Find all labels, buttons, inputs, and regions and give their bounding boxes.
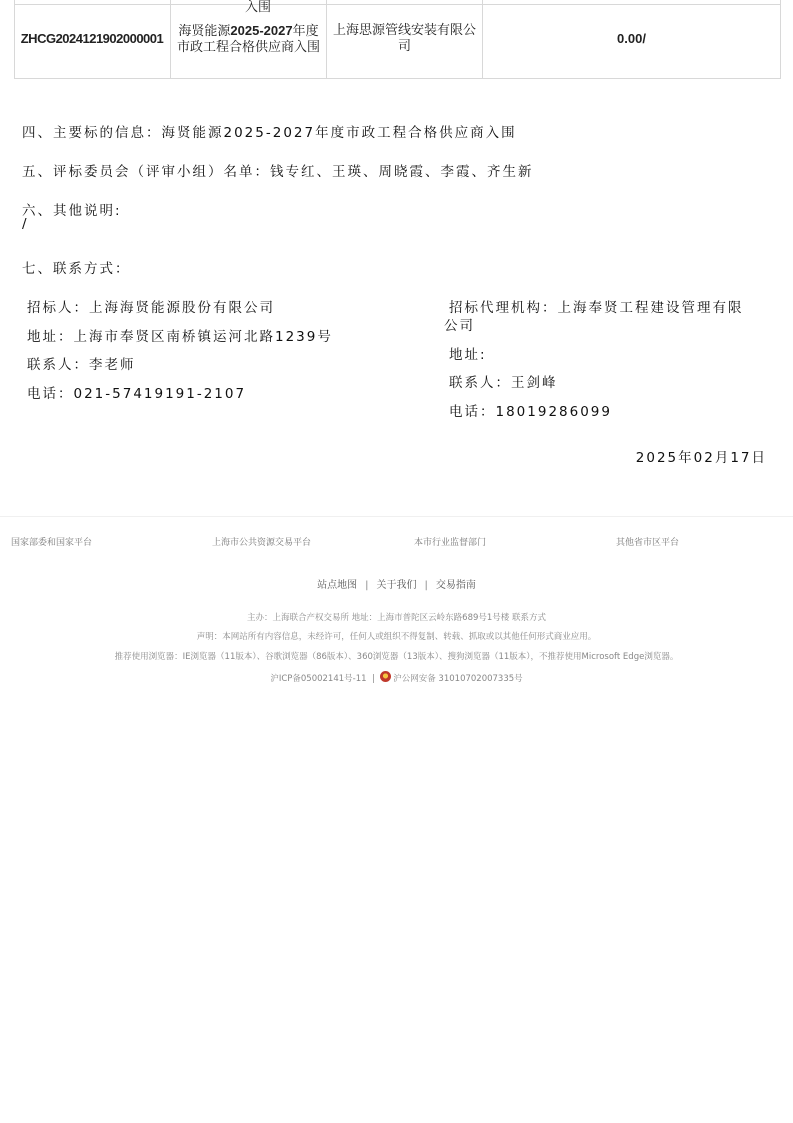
section-main-subject: 四、主要标的信息：海贤能源2025-2027年度市政工程合格供应商入围 [22, 125, 517, 141]
footer-host-info: 主办：上海联合产权交易所 地址：上海市普陀区云岭东路689号1号楼 联系方式 [246, 613, 547, 623]
footer-link-national[interactable]: 国家部委和国家平台 [11, 538, 93, 548]
project-name [171, 23, 326, 56]
publish-date: 2025年02月17日 [635, 450, 767, 466]
table-cell-code [14, 0, 171, 78]
project-code: ZHCG2024121902000001 [20, 31, 164, 46]
supplier-name: 上海思源管线安装有限公司 [332, 23, 476, 54]
footer-link-shanghai-platform[interactable]: 上海市公共资源交易平台 [212, 538, 312, 548]
section-contact-title: 七、联系方式： [22, 261, 131, 277]
footer-nav-about[interactable]: 关于我们 [376, 580, 417, 591]
section-committee: 五、评标委员会（评审小组）名单：钱专红、王瑛、周晓霞、李霞、齐生新 [22, 164, 534, 180]
project-name-years: 2025-2027 [230, 22, 293, 38]
table-cell-supplier [327, 0, 483, 78]
project-name-post: 年度市政工程合格供应商入围 [176, 23, 320, 55]
table-cell-project [171, 0, 327, 78]
footer-browser-note: 推荐使用浏览器：IE浏览器（11版本）、谷歌浏览器（86版本）、360浏览器（13版本）、搜狗浏览器（11版本），不推荐使用Microsoft Edge浏览器。 [114, 652, 679, 662]
footer-nav-separator: | [365, 580, 369, 591]
agency-contact-person: 联系人：王剑峰 [449, 375, 558, 391]
icp-number[interactable]: 沪ICP备05002141号-11 [270, 674, 367, 684]
footer-nav-guide[interactable]: 交易指南 [435, 580, 476, 591]
registration-separator: | [369, 674, 378, 684]
tenderer-address: 地址：上海市奉贤区南桥镇运河北路1239号 [27, 329, 333, 345]
police-badge-icon [380, 671, 391, 682]
footer-nav [0, 576, 793, 591]
bid-amount: 0.00/ [617, 31, 646, 46]
police-record-number[interactable]: 沪公网安备 31010702007335号 [393, 674, 523, 684]
footer-nav-separator: | [424, 580, 428, 591]
result-table [14, 0, 781, 79]
agency-phone: 电话：18019286099 [449, 404, 612, 420]
table-border-bottom [14, 78, 781, 79]
agency-name-line1: 招标代理机构：上海奉贤工程建设管理有限 [449, 300, 744, 316]
footer-link-supervision[interactable]: 本市行业监督部门 [414, 538, 487, 548]
footer-statement: 声明：本网站所有内容信息，未经许可，任何人或组织不得复制、转载、抓取或以其他任何形式商业应用。 [196, 632, 597, 642]
section-other-title: 六、其他说明: [22, 203, 122, 219]
section-other-body: / [22, 216, 29, 232]
agency-name-line2: 公司 [444, 318, 475, 334]
footer-link-other-provinces[interactable]: 其他省市区平台 [616, 538, 680, 548]
footer-registration [0, 671, 793, 684]
project-name-pre: 海贤能源 [178, 23, 231, 39]
previous-row-overflow-text: 入围 [245, 0, 272, 15]
agency-address: 地址: [449, 347, 487, 363]
table-cell-amount [483, 0, 781, 78]
footer-divider [0, 516, 793, 517]
footer-nav-sitemap[interactable]: 站点地图 [317, 580, 358, 591]
tenderer-name: 招标人：上海海贤能源股份有限公司 [27, 300, 275, 316]
tenderer-phone: 电话：021-57419191-2107 [27, 386, 247, 402]
tenderer-contact-person: 联系人：李老师 [27, 357, 136, 373]
